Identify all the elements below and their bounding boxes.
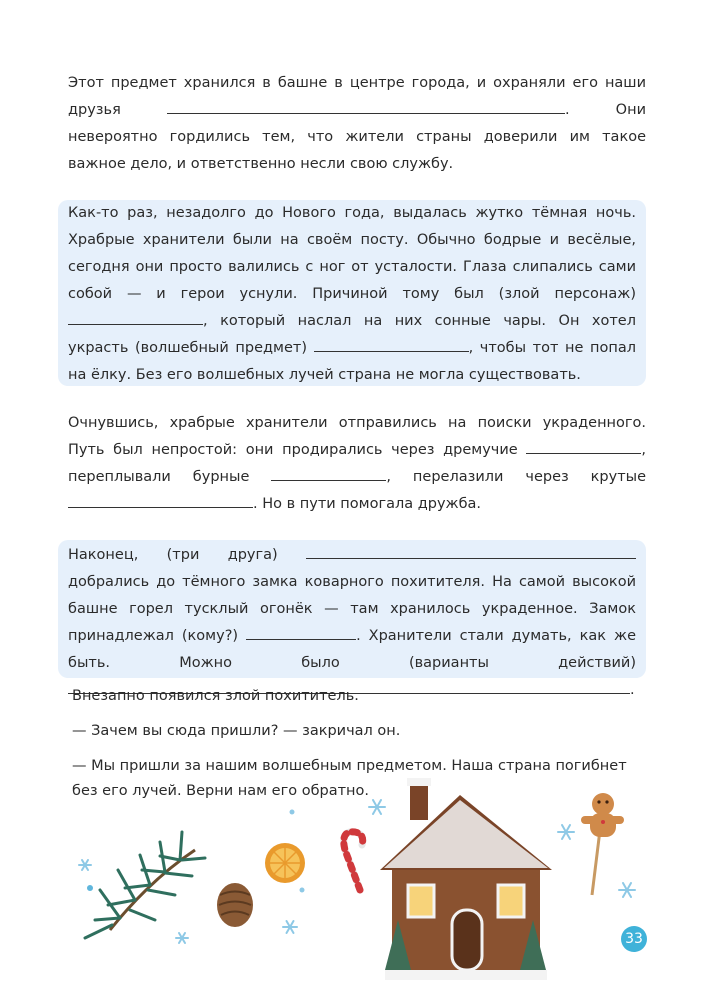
snow-dot (300, 888, 305, 893)
blank-forests[interactable] (526, 439, 641, 454)
p3-text-a: Очнувшись, храбрые хранители отправились на поиски украденного. Путь был непростой: они продирались через дремучие (68, 415, 646, 458)
snowflake-icon (176, 933, 188, 943)
blank-villain[interactable] (68, 310, 203, 325)
p3-text-c: , перелазили через крутые (386, 469, 647, 485)
dialog-line-1: Внезапно появился злой похититель. (72, 688, 359, 704)
p4-text-d: . (630, 682, 635, 698)
pinecone-icon (217, 883, 253, 927)
highlight-box-1 (58, 200, 646, 386)
p2-text-c: , чтобы тот не попал на ёлку. Без его волшебных лучей страна не могла существовать. (68, 340, 636, 383)
snowflake-icon (558, 825, 574, 839)
paragraph-3 (68, 410, 646, 518)
blank-three-friends[interactable] (306, 544, 636, 559)
candy-cane-icon (344, 832, 363, 890)
snowflake-icon (619, 883, 635, 897)
p1-text-b: . Они невероятно гордились тем, что жители страны доверили им такое важное дело, и ответственно несли свою службу. (68, 102, 646, 172)
snowflake-icon (283, 921, 297, 933)
gingerbread-man-icon (585, 793, 620, 895)
p3-text-d: . Но в пути помогала дружба. (253, 496, 482, 512)
blank-magic-item[interactable] (314, 337, 469, 352)
p2-text-a: Как-то раз, незадолго до Нового года, выдалась жутко тёмная ночь. Храбрые хранители были на своём посту. Обычно бодрые и весёлые, сегодня они просто валились с ног от усталости. Глаза слипались сами собой — и герои уснули. Причиной тому был (злой персонаж) (68, 205, 636, 302)
fir-branch-icon (85, 832, 205, 938)
gingerbread-house-icon (380, 778, 552, 980)
p3-text-b: , переплывали бурные (68, 442, 646, 485)
p4-text-a: Наконец, (три друга) (68, 547, 278, 563)
blank-friends[interactable] (167, 99, 565, 114)
dialog-line-3: — Мы пришли за нашим волшебным предметом. Наша страна погибнет без его лучей. Верни нам его обратно. (72, 758, 627, 799)
snow-dot (87, 885, 93, 891)
p1-text-a: Этот предмет хранился в башне в центре города, и охраняли его наши друзья (68, 75, 646, 118)
snowflake-icon (79, 860, 91, 870)
blank-mountains[interactable] (68, 493, 253, 508)
christmas-decorations (0, 770, 712, 1000)
paragraph-4 (58, 540, 646, 708)
blank-owner[interactable] (246, 625, 356, 640)
blank-rivers[interactable] (271, 466, 386, 481)
paragraph-1 (68, 70, 646, 178)
p2-text-b: , который наслал на них сонные чары. Он хотел украсть (волшебный предмет) (68, 313, 636, 356)
orange-slice-icon (265, 843, 305, 883)
page-number: 33 (621, 926, 647, 952)
snowflake-icon (369, 800, 385, 814)
p4-text-b: добрались до тёмного замка коварного похитителя. На самой высокой башне горел тусклый огонёк — там хранилось украденное. Замок принадлежал (кому?) (68, 574, 636, 644)
paragraph-2 (58, 200, 646, 393)
p4-text-c: . Хранители стали думать, как же быть. Можно было (варианты действий) (68, 628, 637, 671)
dialog-line-2: — Зачем вы сюда пришли? — закричал он. (72, 723, 401, 739)
snow-dot (290, 810, 295, 815)
